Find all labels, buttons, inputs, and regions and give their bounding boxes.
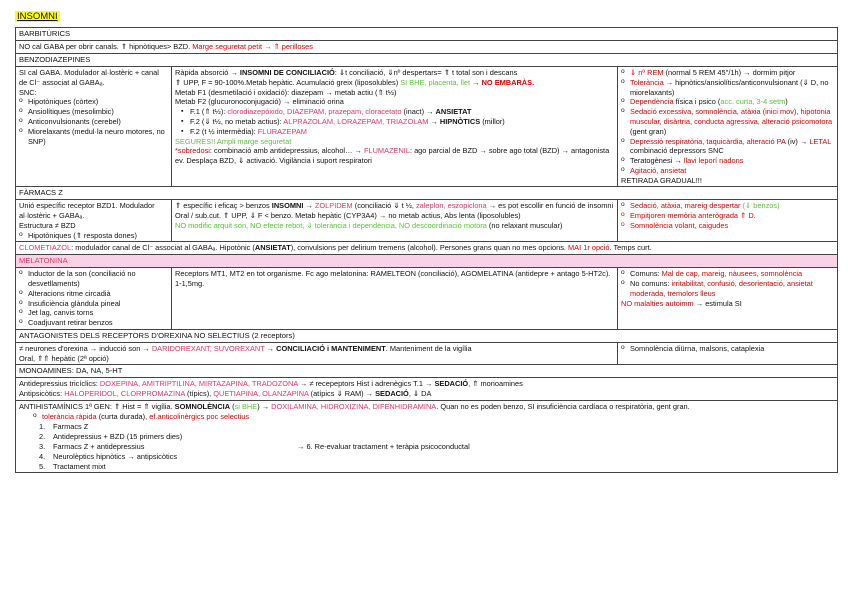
step-text: Antidepressius + BZD (15 primers dies)	[53, 432, 183, 442]
step-number: 3.	[39, 441, 46, 451]
metab-f2: Metab F2 (glucuronoconjugació) → eliminació orina	[175, 97, 344, 107]
monoamines-header: MONOAMINES: DA, NA, 5-HT	[16, 365, 838, 378]
text-line: Oral / sub.cut. ⇑ UPP, ⇓ F < benzo. Metab hepàtic (CYP3A4) → no metab actius, Abs lenta (liposolubles)	[175, 211, 521, 221]
list-item: o Inductor de la son (conciliació no desvetllaments)	[19, 269, 168, 289]
list-item: o Miorelaxants (medul·la neuro motores, no SNP)	[19, 127, 168, 147]
list-item: o Anticonvulsionants (cerebel)	[19, 117, 168, 127]
clometiazol-row	[16, 242, 838, 255]
text-span: zaleplon, eszopiclona	[415, 201, 487, 211]
bzd-header: BENZODIAZEPINES	[16, 54, 838, 67]
step-number: 2.	[39, 432, 46, 442]
text-span: → hipnòtics/ansiolítics/anticonvulsionant (⇓ D, no miorelaxants)	[630, 77, 829, 97]
list-item	[621, 279, 834, 299]
step-text: Farmacs Z + antidepressius	[53, 441, 145, 451]
flumazenil-label: FLUMAZENIL	[363, 146, 410, 156]
bzd-snc-label: SNC:	[19, 87, 37, 97]
text-span: . Temps curt.	[609, 243, 652, 253]
list-item: o Ansiolítiques (mesolimbic)	[19, 107, 168, 117]
text-span: QUETIAPINA, OLANZAPINA	[213, 389, 309, 399]
text-span: : ⇓t conciliació, ⇓nº despertars= ⇑ t total son i descans	[334, 68, 518, 78]
list-item	[621, 156, 834, 166]
text-span: SEDACIÓ	[434, 379, 469, 389]
farmacsz-mechanism-cell	[16, 200, 172, 242]
bzd-mechanism-cell	[16, 67, 172, 187]
orexina-pharmacology-cell	[16, 342, 618, 365]
list-item: o Insuficiència glàndula pineal	[19, 299, 168, 309]
list-item: o Alteracions ritme circadià	[19, 289, 168, 299]
text-line: Estructura ≠ BZD	[19, 220, 76, 230]
text-span: : modulador canal de Cl⁻ associat al GABAₐ. Hipotònic (	[71, 243, 255, 253]
list-item	[39, 462, 834, 472]
text-span: ) →	[257, 401, 272, 411]
safety-note: SEGURES!! Ampli marge seguretat	[175, 136, 292, 146]
step-six-note: → 6. Re-evaluar tractament + teràpia psicoconductal	[297, 441, 470, 451]
text-span: ⇑ específic i eficaç > benzos	[175, 201, 272, 211]
text-span: CONCILIACIÓ i MANTENIMENT	[276, 343, 386, 353]
text-span: → estimula SI	[693, 298, 742, 308]
drug-names: FLURAZEPAM	[257, 126, 307, 136]
text-span: ), convulsions per delirium tremens (alcohol). Persones grans quan no mes opcions.	[290, 243, 569, 253]
gradual-withdrawal: RETIRADA GRADUAL!!!	[621, 175, 702, 185]
melatonina-uses-cell	[16, 268, 172, 330]
list-item	[621, 68, 834, 78]
text-span: DOXEPINA, AMITRIPTILINA, MIRTAZAPINA, TRADOZONA	[99, 379, 298, 389]
farmacsz-effects-cell	[618, 200, 838, 242]
list-item	[181, 117, 614, 127]
text-span: (normal 5 REM 45''/1h) → dormim pitjor	[663, 68, 796, 78]
text-span: →	[303, 201, 315, 211]
list-item	[621, 269, 834, 279]
monoamines-row	[16, 378, 838, 401]
text-span: (gent gran)	[630, 126, 667, 136]
text-span: combinació depressors SNC	[630, 146, 724, 156]
list-item	[39, 432, 834, 442]
text-span: SEDACIÓ	[375, 389, 409, 399]
text-span: F.2 (⇓ t½, no metab actius):	[190, 117, 284, 127]
text-span: ⇑ UPP, F = 90-100%.Metab hepàtic. Acumulació greix (liposolubles)	[175, 77, 401, 87]
step-number: 1.	[39, 422, 46, 432]
text-span: ZOLPIDEM	[314, 201, 353, 211]
step-text: Farmacs Z	[53, 422, 89, 432]
step-text: Tractament mixt	[53, 461, 106, 471]
list-item: o Empitjoren memòria anterògrada ⇑ D.	[621, 211, 834, 221]
list-item	[181, 107, 614, 117]
list-item: o Hipotòniques (còrtex)	[19, 97, 168, 107]
list-item: o Jet lag, canvis torns	[19, 308, 168, 318]
farmacsz-pharmacology-cell	[172, 200, 618, 242]
text-span: → ≠ recepeptors Hist i adrenègics T.1 →	[297, 379, 435, 389]
insomnia-table	[15, 27, 838, 473]
text-span: Depressió respiratòria, taquicàrdia, alteració PA	[630, 136, 786, 146]
text-span: si BHE	[234, 401, 258, 411]
list-item: o Somnolència diürna, malsons, cataplexia	[621, 344, 834, 354]
text-span: (⇓ benzos)	[742, 201, 780, 211]
text-span: Tolerància	[630, 77, 664, 87]
farmacsz-header: FÀRMACS Z	[16, 187, 838, 200]
text-span: Teratogènesi →	[630, 156, 684, 166]
step-number: 5.	[39, 461, 46, 471]
melatonina-effects-cell	[618, 268, 838, 330]
text-span: HALOPERIDOL, CLORPROMAZINA	[64, 389, 185, 399]
text-span: tolerància ràpida	[42, 411, 97, 421]
conciliation-label: INSOMNI DE CONCILIACIÓ	[239, 68, 335, 78]
text-span: (atípics ⇓ RAM) →	[308, 389, 376, 399]
text-span: (inact) →	[401, 107, 436, 117]
text-span: Comuns:	[630, 269, 662, 279]
text-span: (millor)	[480, 117, 505, 127]
list-item: o Coadjuvant retirar benzos	[19, 318, 168, 328]
text-span: (no relaxant muscular)	[486, 220, 563, 230]
bzd-effects-cell	[618, 67, 838, 187]
melatonina-header: MELATONINA	[16, 255, 838, 268]
text-span: Antipsicòtics:	[19, 389, 65, 399]
text-line: 1-1,5mg.	[175, 279, 205, 288]
text-span: : combinació amb antidepressius, alcohol… →	[209, 146, 364, 156]
no-pregnancy-label: NO EMBARÀS.	[481, 77, 535, 87]
text-span: F.1 (⇑ t½):	[190, 107, 228, 117]
orexina-header: ANTAGONISTES DELS RECEPTORS D'OREXINA NO SELECTIUS (2 receptors)	[16, 329, 838, 342]
step-text: Neurolèptics hipnòtics → antipsicòtics	[53, 451, 178, 461]
list-item	[39, 452, 834, 462]
text-span: MAI 1r opció	[568, 243, 610, 253]
text-span: NO modific arquit son, NO efecte rebot, ⇓ tolerància i dependència, NO descoordinació motora	[175, 220, 487, 230]
hypnotics-label: HIPNÒTICS	[439, 117, 481, 127]
text-span: . Manteniment de la vigília	[385, 343, 472, 353]
text-span: acc. curta, 3-4 setm	[720, 97, 786, 107]
page-title: INSOMNI	[17, 11, 58, 22]
text-span: Sedació excessiva, somnolència, atàxia (inici mov), hipotonia muscular, disàrtria, conducta agressiva, alteració psicomotora	[630, 107, 833, 127]
text-span: NO malalties autoimm	[621, 298, 694, 308]
text-span: , ⇓ DA	[408, 389, 432, 399]
text-span: INSOMNI	[271, 201, 304, 211]
text-span: )	[785, 97, 788, 107]
text-span: →	[428, 117, 440, 127]
text-span: (iv) →	[785, 136, 810, 146]
overdose-label: *sobredosi	[175, 146, 210, 156]
text-span: SOMNOLÈNCIA	[174, 401, 231, 411]
anxiety-label: ANSIETAT	[435, 107, 472, 117]
text-span: Agitació, ansietat	[630, 165, 687, 175]
step-number: 4.	[39, 451, 46, 461]
bhe-note: SI BHE, placenta, llet	[400, 77, 471, 87]
list-item	[39, 422, 834, 432]
melatonina-pharmacology-cell	[172, 268, 618, 330]
text-span: DOXILAMINA, HIDROXIZINA, DIFENHIDRAMINA	[271, 401, 437, 411]
text-span: llavi leporí nadons	[683, 156, 744, 166]
list-item	[621, 78, 834, 98]
list-item	[33, 412, 834, 422]
list-item	[621, 137, 834, 157]
antihist-row	[16, 400, 838, 472]
text-span: No comuns:	[630, 279, 672, 288]
text-line: Oral, ⇑⇑ hepàtic (2ª opció)	[19, 353, 109, 363]
orexina-effects-cell	[618, 342, 838, 365]
bzd-pharmacology-cell	[172, 67, 618, 187]
text-span: física i psico (	[673, 97, 721, 107]
text-span: LETAL	[809, 136, 832, 146]
text-line: Receptors MT1, MT2 en tot organisme. Fc ago melatonina: RAMELTEON (conciliació), AGOMELATINA (antidepre + antago 5-HT2c).	[175, 269, 611, 279]
text-span: DARIDOREXANT, SUVOREXANT	[151, 343, 265, 353]
list-item	[39, 442, 834, 452]
barbiturics-text: NO cal GABA per obrir canals. ⇑ hipnòtiques> BZD.	[19, 42, 193, 52]
text-span: ANSIETAT	[254, 243, 291, 253]
list-item	[621, 166, 834, 176]
text-span: (	[230, 401, 235, 411]
text-span: Dependència	[630, 97, 674, 107]
metab-f1: Metab F1 (desmetilació i oxidació): diazepam → metab actiu (⇑ t½)	[175, 87, 397, 97]
barbiturics-header: BARBITÚRICS	[16, 28, 838, 41]
text-span: F.2 (t ½ intermèdia):	[190, 126, 258, 136]
drug-names: ALPRAZOLAM, LORAZEPAM, TRIAZOLAM	[283, 117, 429, 127]
text-span: ⇓ nº REM	[630, 68, 664, 78]
list-item	[621, 107, 834, 136]
text-span: : ago parcial de BZD → sobre ago total (BZD) → antagonista ev. Desplaça BZD, ⇓ activació. Vigilància i suport respiratori	[175, 146, 610, 166]
list-item	[181, 127, 614, 137]
text-span: (típics),	[184, 389, 214, 399]
text-span: (conciliació ⇓ t ½,	[352, 201, 416, 211]
drug-names: clorodiazepóxido, DIAZEPAM, prazepam, cloracetato	[227, 107, 402, 117]
text-span: →	[470, 77, 482, 87]
text-span: Ràpida absorció →	[175, 68, 240, 78]
text-span: Mal de cap, mareig, nàusees, somnolència	[661, 269, 803, 279]
text-span: Sedació, atàxia, mareig despertar	[630, 201, 743, 211]
text-span: ≠ neurones d'orexina → inducció son →	[19, 343, 152, 353]
text-span: , ⇑ monoamines	[468, 379, 523, 389]
bzd-intro: SI cal GABA. Modulador al·lostèric + canal de Cl⁻ associat al GABAₐ.	[19, 68, 159, 87]
list-item	[621, 201, 834, 211]
barbiturics-warning: Marge seguretat petit → ⇑ perilloses	[192, 42, 313, 52]
text-span: ANTIHISTAMÍNICS 1ª GEN: ⇑ Hist = ⇑ vigília.	[19, 401, 175, 411]
text-span: →	[264, 343, 277, 353]
text-span: . Quan no es poden benzo, SI insuficiència cardíaca o respiratòria, gent gran.	[436, 401, 690, 411]
text-span: irritabilitat, confusió, desorientació, ansietat moderada, tremolors lleus	[630, 279, 813, 298]
list-item	[621, 97, 834, 107]
text-span: → es pot escollir en funció de insomni	[486, 201, 614, 211]
text-span: Antidepressius tricíclics:	[19, 379, 100, 389]
barbiturics-row	[16, 41, 838, 54]
text-span: (curta durada),	[96, 411, 150, 421]
list-item: o Somnolència volant, caigudes	[621, 221, 834, 231]
list-item: o Hipotòniques (⇑ resposta dones)	[19, 231, 168, 241]
text-span: ef.anticolinèrgics poc selectius	[149, 411, 250, 421]
text-line: Unió específic receptor BZD1. Modulador al·lostèric + GABAₐ.	[19, 201, 155, 221]
text-span: CLOMETIAZOL	[19, 243, 72, 253]
treatment-steps	[19, 422, 834, 471]
